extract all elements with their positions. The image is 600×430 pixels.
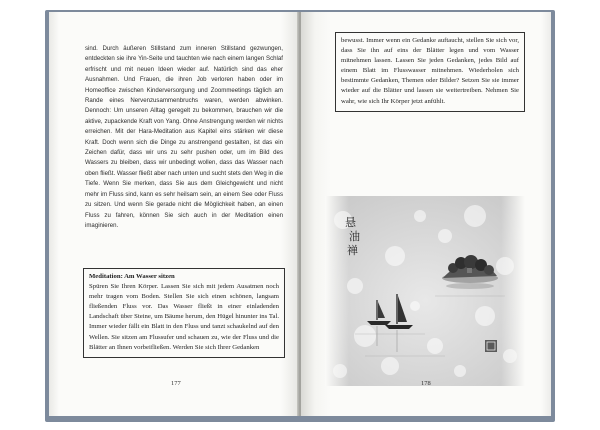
meditation-box-text: Spüren Sie Ihren Körper. Lassen Sie sich mit jedem Ausatmen noch mehr tragen vom Boden. Stellen Sie sich einen schönen, langsam fließenden Fluss vor. Das Wasser fließt in einer einladenden Landschaft über Steine, um Bäume herum, den Hügel hinunter ins Tal. Immer wieder fällt ein Blatt in den Fluss und tanzt schaukelnd auf den Wellen. Sie sitzen am Flussufer und schauen zu, wie der Fluss und die Blätter an Ihnen vorbeifließen. Werden Sie sich Ihrer Gedanken: [89, 283, 279, 351]
left-page: [49, 12, 299, 416]
meditation-box: [83, 268, 285, 358]
page-number-right: 178: [421, 380, 431, 387]
left-page-body-text: sind. Durch äußeren Stillstand zum inneren Stillstand gezwungen, entdeckten sie ihre Yin-Seite und tauchten wie nach einem langen Schlaf erfrischt und mit neuen Ideen wieder auf. Natürlich sind das eher Ausnahmen. Und Frauen, die ihren Job verloren haben oder im Homeoffice zwischen Kinderversorgung und Zoommeetings täglich am Rande eines Nervenzusammenbruchs waren, werden abwinken. Dennoch: Um unseren Alltag geregelt zu bekommen, brauchen wir die aktive, zupackende Kraft von Yang. Ohne Anstrengung werden wir nichts erreichen. Mit der Hara-Meditation aus Kapitel eins stärken wir diese Kraft. Doch wenn sich die Dinge zu anstrengend gestalten, ist das ein Zeichen dafür, dass wir uns zu sehr pushen oder, um im Bild des Wassers zu bleiben, dass wir unbedingt wollen, dass das Wasser nach oben fließt. Wasser fließt aber nach unten und sucht stets den Weg in die Tiefe. Wenn Sie merken, dass Sie aus dem Gleichgewicht und nicht mehr im Fluss sind, kann es sehr heilsam sein, an einem See oder Fluss zu sitzen. Und wenn Sie gerade nicht die Möglichkeit haben, an einen Fluss zu fahren, können Sie sich auch in der Meditation einen imaginieren.: [85, 45, 283, 229]
meditation-box-title: Meditation: Am Wasser sitzen: [89, 273, 175, 280]
page-number-left: 177: [171, 380, 181, 387]
painting-edge-fade: [325, 196, 525, 386]
meditation-box-continued: [335, 32, 525, 112]
ink-painting-illustration: [325, 196, 525, 386]
right-page: [301, 12, 551, 416]
meditation-box-continued-text: bewusst. Immer wenn ein Gedanke auftaucht, stellen Sie sich vor, dass Sie ihn auf eins der Blätter legen und vom Wasser mitnehmen lassen. Lassen Sie jeden Gedanken, jedes Bild auf einem Blatt im Flusswasser mitnehmen. Wiederholen sich bestimmte Gedanken, Themen oder Bilder? Setzen Sie sie immer wieder auf die Blätter und lassen sie weitertreiben. Nehmen Sie wahr, wie sich Ihr Körper jetzt anfühlt.: [341, 37, 519, 105]
open-book: [45, 10, 555, 422]
ink-painting: [325, 196, 525, 386]
